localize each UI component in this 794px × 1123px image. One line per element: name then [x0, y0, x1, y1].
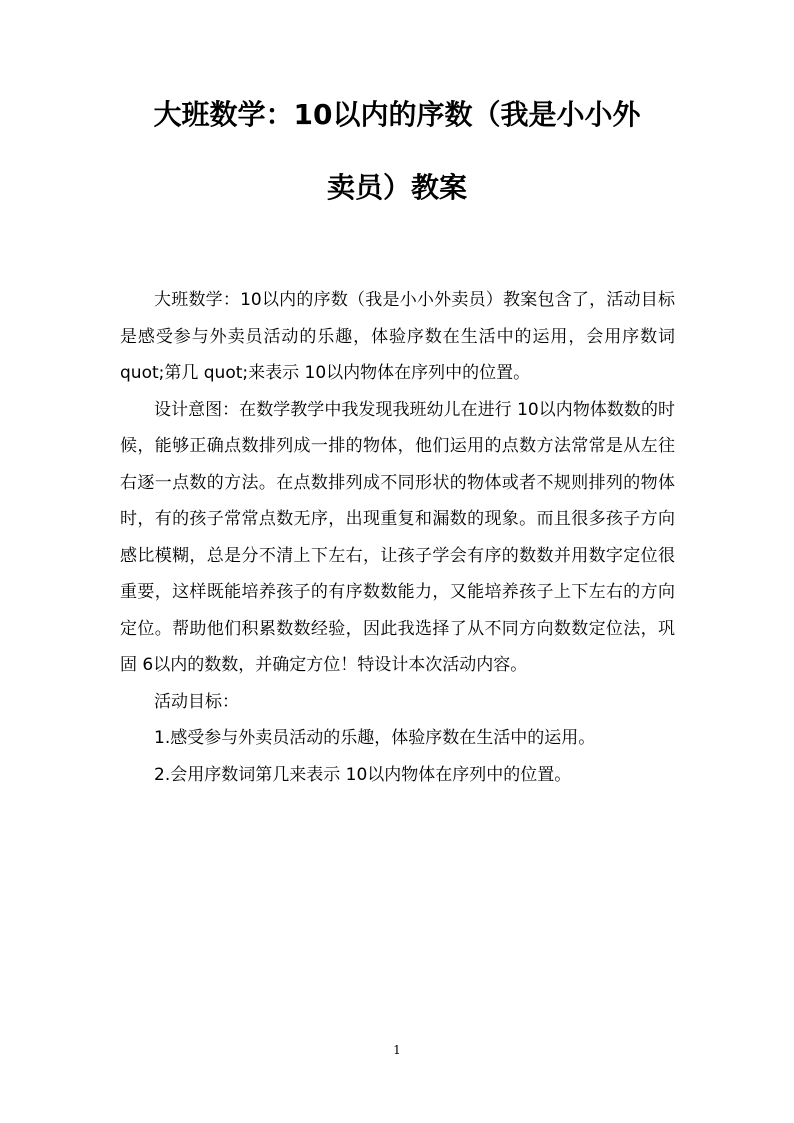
document-title-line-2: 卖员）教案 [326, 171, 467, 204]
document-title-line-1: 大班数学：10以内的序数（我是小小外 [153, 98, 641, 131]
paragraph-objective-1: 1.感受参与外卖员活动的乐趣，体验序数在生活中的运用。 [154, 728, 596, 748]
paragraph-design-intent: 设计意图：在数学教学中我发现我班幼儿在进行 10以内物体数数的时候，能够正确点数排列成一排的物体，他们运用的点数方法常常是从左往右逐一点数的方法。在点数排列成不同形状的物体或者不规则排列的物体时，有的孩子常常点数无序，出现重复和漏数的现象。而且很多孩子方向感比模糊，总是分不清上下左右，让孩子学会有序的数数并用数字定位很重要，这样既能培养孩子的有序数数能力，又能培养孩子上下左右的方向定位。帮助他们积累数数经验，因此我选择了从不同方向数数定位法，巩固 6以内的数数，并确定方位！特设计本次活动内容。 [120, 399, 675, 675]
paragraph-objective-2: 2.会用序数词第几来表示 10以内物体在序列中的位置。 [154, 764, 572, 785]
paragraph-objectives-heading: 活动目标： [154, 691, 239, 712]
paragraph-intro: 大班数学：10以内的序数（我是小小外卖员）教案包含了，活动目标是感受参与外卖员活动的乐趣，体验序数在生活中的运用，会用序数词 quot;第几 quot;来表示 10以内物体在序列中的位置。 [120, 290, 675, 383]
page-number: 1 [393, 1043, 401, 1057]
document-body [120, 282, 675, 793]
